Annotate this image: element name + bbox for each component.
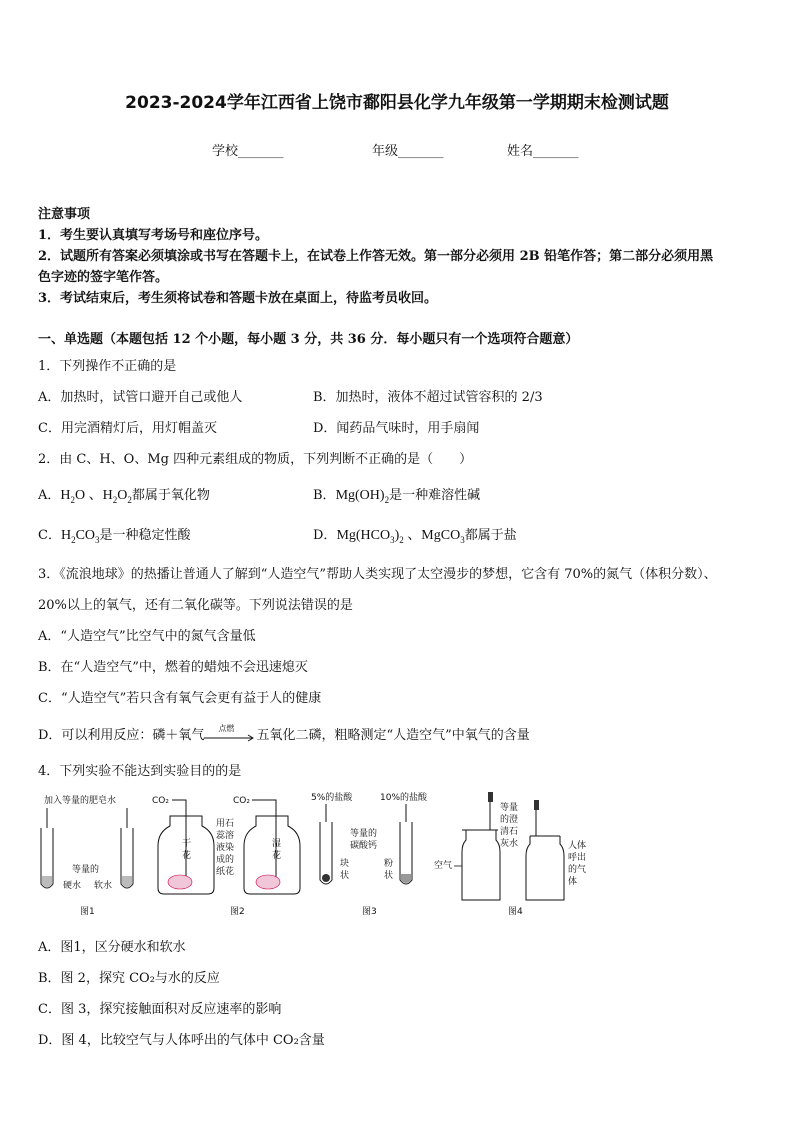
fig2-desc-1: 蕊溶 (216, 831, 235, 841)
question-2-option-c[interactable] (38, 524, 191, 545)
question-1-option-b[interactable]: B．加热时，液体不超过试管容积的 2/3 (313, 390, 543, 405)
question-2-option-a[interactable] (38, 484, 210, 505)
option-text: 都属于氧化物 (131, 488, 210, 503)
reaction-condition: 点燃 (218, 723, 235, 733)
gas-bottle-icon (526, 836, 564, 900)
formula: $Mg(OH)_2$ (335, 488, 390, 505)
gas-bottle-icon (462, 830, 500, 900)
name-field[interactable]: 姓名_______ (507, 144, 579, 159)
fig3-label-a: 5%的盐酸 (311, 793, 353, 803)
dropper-icon (534, 800, 539, 810)
svg-text:花: 花 (182, 851, 192, 861)
fig4-top-0: 等量 (500, 803, 519, 813)
option-label: D． (313, 528, 337, 543)
grade-field[interactable]: 年级_______ (372, 144, 444, 159)
question-4-stem: 4．下列实验不能达到实验目的的是 (38, 764, 242, 779)
fig2-co2-a: CO₂ (152, 796, 169, 806)
option-text: 是一种难溶性碱 (389, 488, 481, 503)
fig3-equal: 等量的 (350, 829, 378, 839)
fig4-top-1: 的澄 (500, 815, 519, 825)
note-3: 3．考试结束后，考生须将试卷和答题卡放在桌面上，待监考员收回。 (38, 291, 438, 306)
question-1-option-d[interactable]: D．闻药品气味时，用手扇闻 (313, 421, 480, 436)
fig4-breath-2: 的气 (568, 865, 587, 875)
formula: $Mg(HCO_3)_2$ 、MgCO$_3$ (336, 528, 465, 545)
svg-text:花: 花 (272, 851, 282, 861)
question-2-option-d[interactable] (313, 524, 517, 545)
option-label: A． (38, 488, 61, 503)
fig1-label-soft: 软水 (94, 881, 113, 891)
option-text: 是一种稳定性酸 (99, 528, 191, 543)
question-4-option-c[interactable]: C．图 3，探究接触面积对反应速率的影响 (38, 1002, 282, 1017)
flower-icon (168, 875, 192, 889)
question-2-option-b[interactable] (313, 484, 480, 505)
flower-icon (256, 875, 280, 889)
fig1-caption: 图1 (80, 907, 95, 917)
fig3-powder-0: 粉 (384, 859, 394, 869)
question-2-stem: 2．由 C、H、O、Mg 四种元素组成的物质，下列判断不正确的是（ ） (38, 452, 473, 467)
reaction-arrow (204, 723, 256, 743)
option-text-end: 五氧化二磷，粗略测定“人造空气”中氧气的含量 (256, 728, 530, 743)
formula: $H_2O$ 、$H_2O_2$ (60, 488, 132, 505)
school-field[interactable]: 学校_______ (212, 144, 284, 159)
fig2-desc-2: 液染 (216, 843, 235, 853)
question-3-option-a[interactable]: A．“人造空气”比空气中的氮气含量低 (38, 629, 256, 644)
formula: $H_2CO_3$ (60, 528, 100, 545)
experiment-figure (30, 788, 590, 923)
option-label: C． (38, 528, 61, 543)
fig2-caption: 图2 (230, 907, 245, 917)
fig3-label-b: 10%的盐酸 (380, 793, 428, 803)
notes-heading: 注意事项 (38, 207, 91, 222)
fig4-top-2: 清石 (500, 827, 519, 837)
question-1-stem: 1．下列操作不正确的是 (38, 359, 177, 374)
option-label: B． (313, 488, 336, 503)
question-3-stem-cont: 20%以上的氧气，还有二氧化碳等。下列说法错误的是 (38, 598, 353, 613)
option-text: D．可以利用反应：磷＋氧气 (38, 728, 205, 743)
question-3-option-d[interactable] (38, 724, 530, 743)
question-4-option-d[interactable]: D．图 4，比较空气与人体呼出的气体中 CO₂含量 (38, 1033, 325, 1048)
page-title: 2023-2024学年江西省上饶市鄱阳县化学九年级第一学期期末检测试题 (125, 93, 669, 113)
section-heading: 一、单选题（本题包括 12 个小题，每小题 3 分，共 36 分．每小题只有一个选项符合题意） (38, 332, 579, 347)
question-3-stem: 3．《流浪地球》的热播让普通人了解到“人造空气”帮助人类实现了太空漫步的梦想，它含有 70%的氮气（体积分数）、 (38, 567, 717, 582)
question-3-option-c[interactable]: C．“人造空气”若只含有氧气会更有益于人的健康 (38, 691, 322, 706)
fig3-block-0: 块 (340, 859, 350, 869)
note-2-cont: 色字迹的签字笔作答。 (38, 270, 169, 285)
fig3-caco3: 碳酸钙 (350, 841, 378, 851)
fig2-desc-3: 成的 (216, 855, 235, 865)
note-1: 1．考生要认真填写考场号和座位序号。 (38, 228, 269, 243)
fig4-breath-3: 体 (568, 877, 578, 887)
fig1-label-hard: 硬水 (63, 881, 82, 891)
fig2-co2-b: CO₂ (233, 796, 250, 806)
fig4-top-3: 灰水 (500, 839, 519, 849)
option-text: 都属于盐 (464, 528, 517, 543)
question-1-option-a[interactable]: A．加热时，试管口避开自己或他人 (38, 390, 243, 405)
fig4-caption: 图4 (508, 907, 523, 917)
fig4-breath-1: 呼出 (568, 853, 587, 863)
fig2-wet: 湿 (272, 839, 282, 849)
note-2: 2．试题所有答案必须填涂或书写在答题卡上，在试卷上作答无效。第一部分必须用 2B 铅笔作答；第二部分必须用黑 (38, 249, 714, 264)
question-3-option-b[interactable]: B．在“人造空气”中，燃着的蜡烛不会迅速熄灭 (38, 660, 308, 675)
fig1-label-equal: 等量的 (72, 865, 100, 875)
fig2-dry: 干 (182, 839, 192, 849)
fig3-powder-1: 状 (384, 871, 394, 881)
question-4-option-b[interactable]: B．图 2，探究 CO₂与水的反应 (38, 971, 220, 986)
fig3-caption: 图3 (362, 907, 377, 917)
dropper-icon (488, 792, 493, 802)
fig2-desc-0: 用石 (216, 819, 235, 829)
question-4-option-a[interactable]: A．图1，区分硬水和软水 (38, 940, 186, 955)
fig4-air: 空气 (434, 861, 453, 871)
fig1-label-soap: 加入等量的肥皂水 (44, 796, 117, 806)
fig3-block-1: 状 (340, 871, 350, 881)
fig2-desc-4: 纸花 (216, 867, 235, 877)
question-1-option-c[interactable]: C．用完酒精灯后，用灯帽盖灭 (38, 421, 217, 436)
fig4-breath-0: 人体 (568, 841, 587, 851)
